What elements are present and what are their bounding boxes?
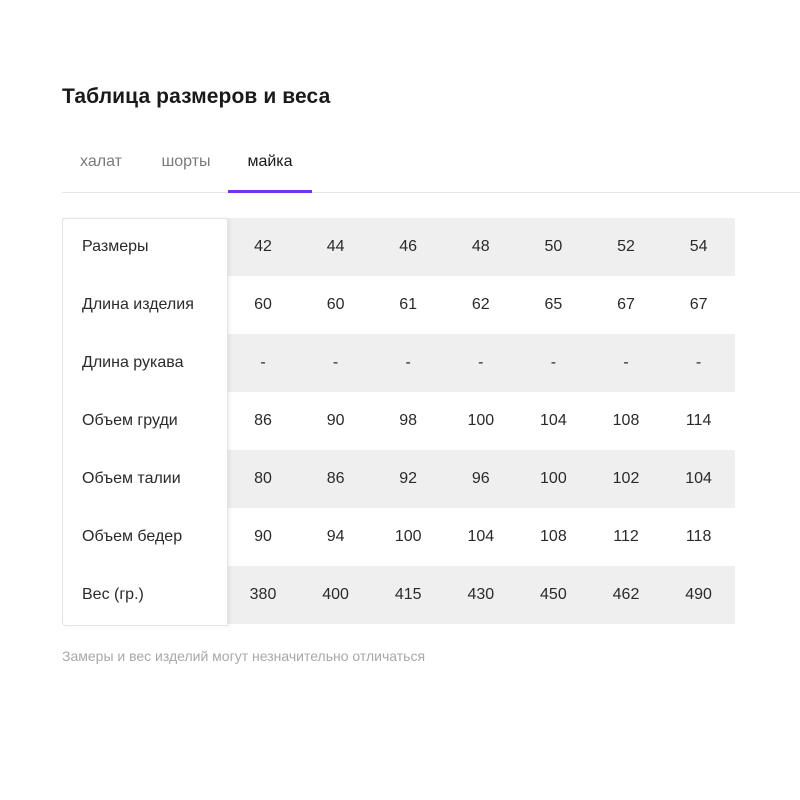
table-cell: 462: [612, 586, 640, 603]
table-cell: 52: [617, 238, 635, 255]
table-cell: 60: [254, 296, 272, 313]
table-cell: 42: [254, 238, 272, 255]
table-cell: 94: [326, 528, 345, 545]
table-cell: 54: [689, 238, 708, 255]
tab-tank-top[interactable]: майка: [228, 140, 312, 192]
tab-bar: [62, 140, 800, 193]
table-cell: -: [405, 354, 411, 371]
table-cell: 100: [394, 528, 422, 545]
table-cell: 102: [612, 470, 640, 487]
table-cell: 430: [467, 586, 495, 603]
table-cell: 112: [613, 528, 639, 545]
table-cell: 90: [254, 528, 272, 545]
table-cell: 98: [399, 412, 418, 429]
measurement-note: Замеры и вес изделий могут незначительно отличаться: [62, 648, 426, 664]
table-cell: 108: [612, 412, 640, 429]
table-cell: 80: [254, 470, 272, 487]
table-cell: 490: [685, 586, 712, 603]
size-table: [62, 218, 735, 626]
table-cell: 67: [617, 296, 635, 313]
table-cell: 108: [540, 528, 567, 545]
table-cell: 44: [326, 238, 345, 255]
table-cell: 104: [467, 528, 495, 545]
table-cell: 415: [394, 586, 422, 603]
row-label: Длина рукава: [82, 354, 184, 371]
table-cell: 90: [326, 412, 345, 429]
table-cell: 100: [540, 470, 567, 487]
tab-shorts[interactable]: шорты: [161, 153, 211, 170]
row-label: Вес (гр.): [82, 586, 144, 603]
table-cell: 86: [254, 412, 272, 429]
table-cell: 60: [326, 296, 345, 313]
table-cell: 67: [689, 296, 708, 313]
page-title: Таблица размеров и веса: [62, 85, 331, 108]
table-cell: 86: [326, 470, 345, 487]
row-label: Объем груди: [82, 412, 178, 429]
row-label: Длина изделия: [82, 296, 194, 313]
table-cell: 450: [540, 586, 567, 603]
table-cell: -: [332, 354, 339, 371]
table-cell: 96: [471, 470, 490, 487]
table-cell: 65: [544, 296, 563, 313]
row-label: Объем бедер: [82, 528, 183, 545]
table-cell: 104: [685, 470, 712, 487]
table-cell: 118: [685, 528, 712, 545]
table-cell: -: [478, 354, 484, 371]
table-cell: 61: [399, 296, 418, 313]
table-cell: -: [695, 354, 702, 371]
table-cell: -: [623, 354, 629, 371]
table-cell: 46: [399, 238, 418, 255]
table-cell: 48: [471, 238, 490, 255]
row-label: Размеры: [82, 238, 149, 255]
table-cell: 380: [249, 586, 277, 603]
table-cell: 62: [471, 296, 490, 313]
table-cell: -: [260, 354, 266, 371]
table-cell: 50: [544, 238, 563, 255]
table-cell: -: [550, 354, 557, 371]
table-cell: 400: [322, 586, 349, 603]
table-cell: 114: [685, 412, 712, 429]
table-cell: 104: [540, 412, 567, 429]
table-cell: 100: [467, 412, 495, 429]
row-label: Объем талии: [82, 470, 181, 487]
tab-robe[interactable]: халат: [80, 153, 122, 170]
table-cell: 92: [399, 470, 418, 487]
